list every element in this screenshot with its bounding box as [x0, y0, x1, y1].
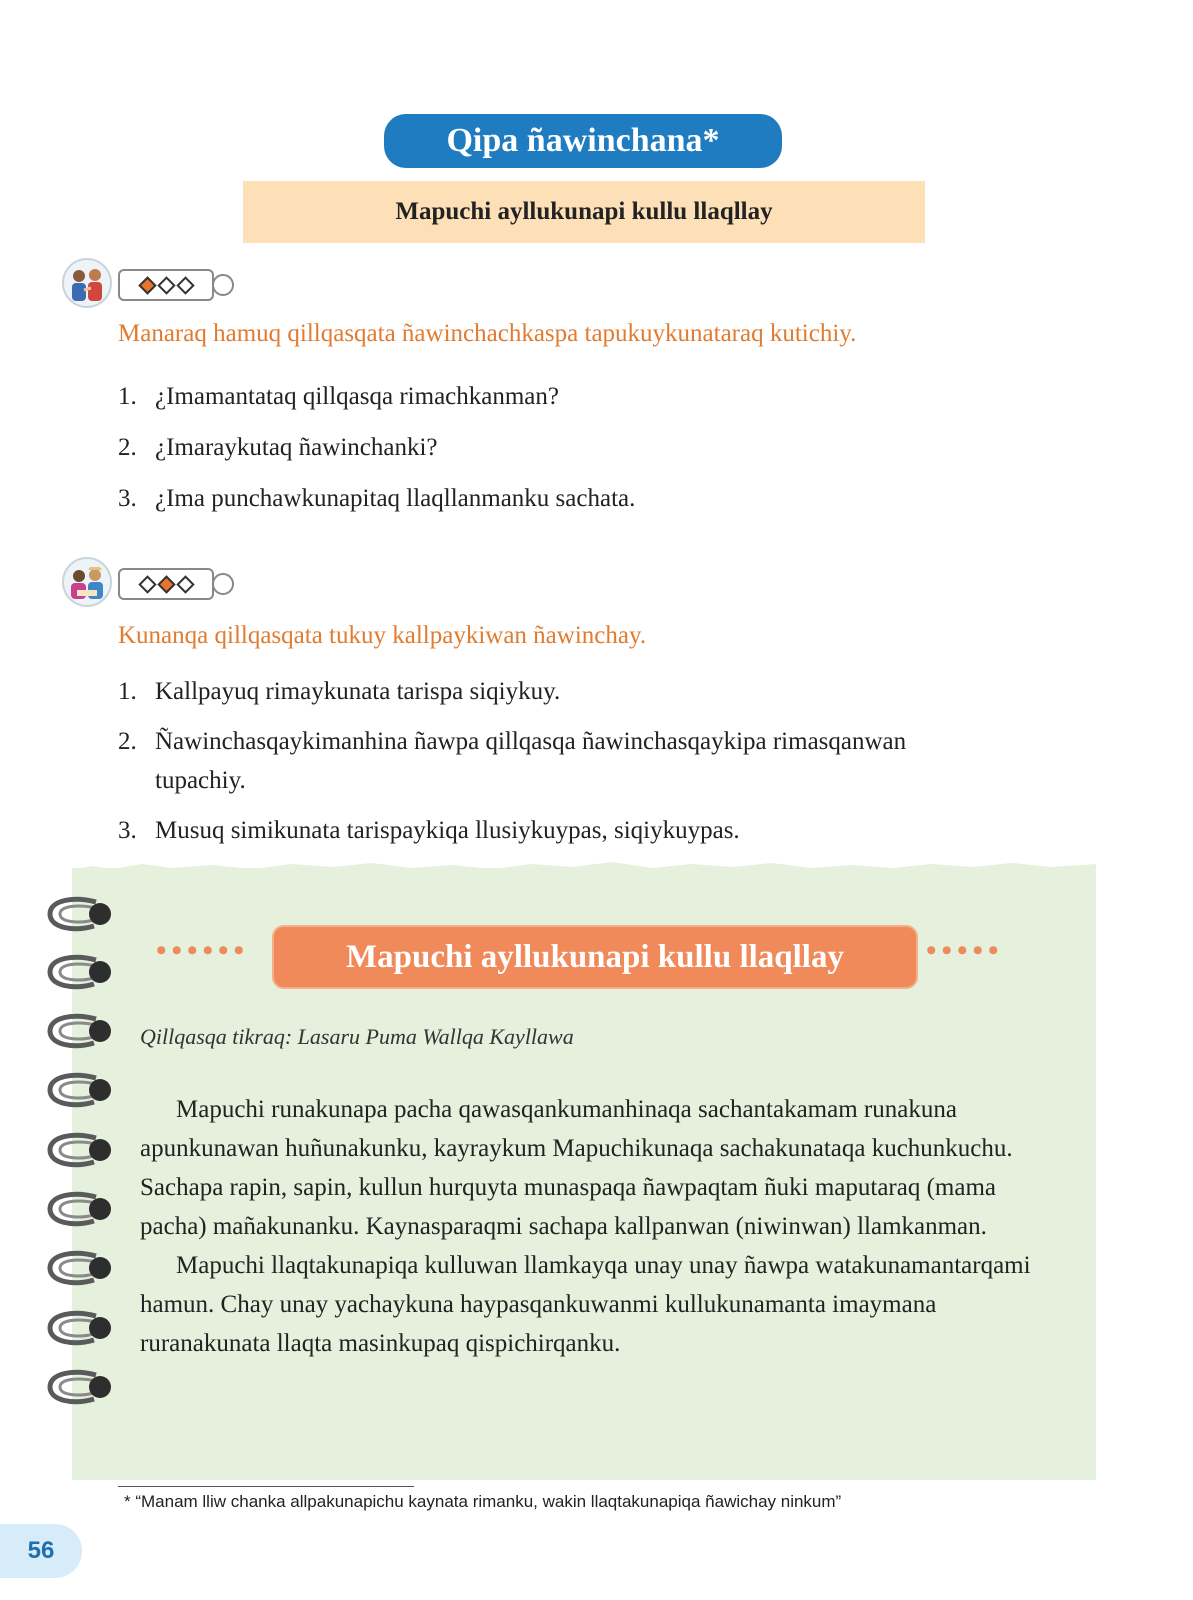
- footnote-divider: [118, 1486, 414, 1487]
- footnote: * “Manam lliw chanka allpakunapichu kaynata rimanku, wakin llaqtakunapiqa ñawichay ninkum”: [124, 1492, 842, 1511]
- spiral-ring-icon: [44, 1130, 114, 1170]
- level-diamond-1: [138, 276, 156, 294]
- spiral-ring-icon: [44, 952, 114, 992]
- decorative-dots-left: ••••••: [156, 934, 250, 967]
- level-diamond-3: [176, 575, 194, 593]
- reading-paragraph-1: Mapuchi runakunapa pacha qawasqankumanhinaqa sachantakamam runakuna apunkunawan huñunakunku, kayraykum Mapuchikunaqa sachakunataqa kuchunkuchu. Sachapa rapin, sapin, kullun hurquyta munaspaqa ñawpaqtam ñuki maputaraq (mama pacha) mañakunanku. Kaynasparaqmi sachapa kallpanwan (niwinwan) llamkanman.: [140, 1096, 1013, 1240]
- page-number: 56: [0, 1524, 82, 1578]
- torn-edge: [72, 858, 1096, 876]
- tag-ring-icon: [212, 573, 234, 595]
- page-title: Qipa ñawinchana*: [384, 114, 782, 168]
- spiral-ring-icon: [44, 1308, 114, 1348]
- children-reading-icon: [62, 557, 112, 607]
- spiral-ring-icon: [44, 1367, 114, 1407]
- level-diamond-3: [176, 276, 194, 294]
- spiral-ring-icon: [44, 894, 114, 934]
- section-subtitle: Mapuchi ayllukunapi kullu llaqllay: [243, 181, 925, 243]
- level-diamond-2: [157, 575, 175, 593]
- spiral-ring-icon: [44, 1189, 114, 1229]
- level-diamond-1: [138, 575, 156, 593]
- difficulty-level-2: [118, 568, 234, 600]
- tag-ring-icon: [212, 274, 234, 296]
- spiral-ring-icon: [44, 1070, 114, 1110]
- reading-paragraph-2: Mapuchi llaqtakunapiqa kulluwan llamkayqa unay unay ñawpa watakunamantarqami hamun. Chay unay yachaykuna haypasqankuwanmi kullukunamanta imaymana ruranakunata llaqta masinkupaq qispichirqanku.: [140, 1252, 1031, 1357]
- reading-title: Mapuchi ayllukunapi kullu llaqllay: [272, 925, 918, 989]
- activity1-instruction: Manaraq hamuq qillqasqata ñawinchachkaspa tapukuykunataraq kutichiy.: [118, 320, 857, 347]
- list-item: 2. Ñawinchasqaykimanhina ñawpa qillqasqa ñawinchasqaykipa rimasqanwan tupachiy.: [118, 728, 907, 794]
- spiral-ring-icon: [44, 1248, 114, 1288]
- level-diamond-2: [157, 276, 175, 294]
- spiral-ring-icon: [44, 1011, 114, 1051]
- activity2-instruction: Kunanqa qillqasqata tukuy kallpaykiwan ñawinchay.: [118, 622, 647, 649]
- decorative-dots-right: •••••: [926, 934, 1004, 967]
- reading-body: [140, 1090, 1040, 1363]
- people-talking-icon: [62, 258, 112, 308]
- difficulty-level-1: [118, 269, 234, 301]
- translator-credit: Qillqasqa tikraq: Lasaru Puma Wallqa Kayllawa: [140, 1024, 574, 1049]
